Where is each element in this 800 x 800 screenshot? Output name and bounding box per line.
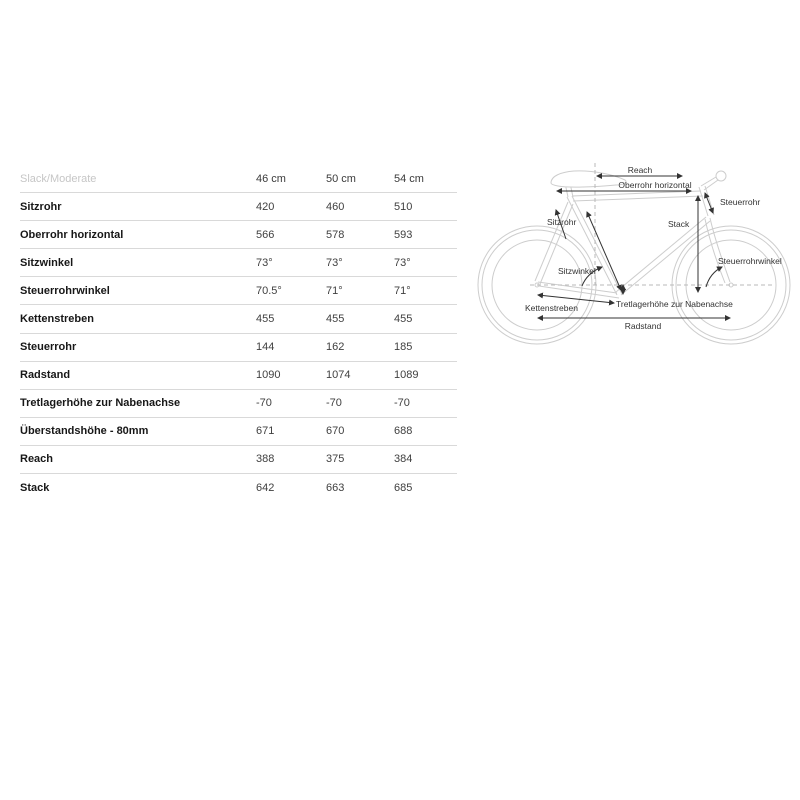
- value-cell: 460: [326, 200, 345, 213]
- row-label: Tretlagerhöhe zur Nabenachse: [20, 397, 181, 410]
- value-cell: 671: [256, 425, 275, 438]
- table-row: [20, 474, 457, 502]
- row-label: Kettenstreben: [20, 313, 94, 326]
- row-label: Steuerrohr: [20, 341, 77, 354]
- saddle: [551, 171, 626, 187]
- value-cell: 375: [326, 453, 345, 466]
- value-cell: 663: [326, 482, 345, 495]
- diagram-label-sitzrohr: Sitzrohr: [547, 217, 577, 227]
- value-cell: 685: [394, 482, 413, 495]
- table-row: [20, 193, 457, 221]
- value-cell: 455: [326, 313, 345, 326]
- diagram-label-sitzwinkel: Sitzwinkel: [558, 266, 596, 276]
- value-cell: 70.5°: [256, 284, 282, 297]
- column-header-50cm: 50 cm: [326, 172, 356, 185]
- column-header-54cm: 54 cm: [394, 172, 424, 185]
- column-header-46cm: 46 cm: [256, 172, 286, 185]
- handlebar: [701, 171, 726, 190]
- value-cell: -70: [394, 397, 410, 410]
- seat-axis-arrow: [587, 212, 621, 290]
- bike-diagram-svg: [475, 155, 800, 355]
- value-cell: 73°: [394, 256, 411, 269]
- value-cell: 578: [326, 228, 345, 241]
- table-row: [20, 305, 457, 333]
- value-cell: -70: [256, 397, 272, 410]
- value-cell: 73°: [326, 256, 343, 269]
- diagram-label-stack: Stack: [668, 219, 690, 229]
- value-cell: 73°: [256, 256, 273, 269]
- diagram-label-steuerrohrwinkel: Steuerrohrwinkel: [718, 256, 782, 266]
- row-label: Überstandshöhe - 80mm: [20, 425, 149, 438]
- table-row: [20, 249, 457, 277]
- value-cell: 688: [394, 425, 413, 438]
- value-cell: 510: [394, 200, 413, 213]
- table-row: [20, 446, 457, 474]
- bike-frame: [535, 183, 730, 298]
- table-row: [20, 418, 457, 446]
- table-row: [20, 277, 457, 305]
- row-label: Oberrohr horizontal: [20, 228, 124, 241]
- geometry-table: [20, 165, 457, 502]
- value-cell: 162: [326, 341, 345, 354]
- value-cell: 185: [394, 341, 413, 354]
- value-cell: 420: [256, 200, 275, 213]
- value-cell: 388: [256, 453, 275, 466]
- table-row: [20, 221, 457, 249]
- table-row: [20, 334, 457, 362]
- front-wheel: [672, 226, 790, 344]
- value-cell: 593: [394, 228, 413, 241]
- kettenstreben-arrow: [538, 295, 614, 303]
- bike-geometry-diagram: [475, 155, 800, 355]
- value-cell: 566: [256, 228, 275, 241]
- table-row: [20, 362, 457, 390]
- table-row: [20, 390, 457, 418]
- value-cell: 1089: [394, 369, 419, 382]
- row-label: Sitzwinkel: [20, 256, 74, 269]
- table-header-row: [20, 165, 457, 193]
- value-cell: 384: [394, 453, 413, 466]
- value-cell: 1074: [326, 369, 351, 382]
- value-cell: -70: [326, 397, 342, 410]
- value-cell: 455: [256, 313, 275, 326]
- value-cell: 1090: [256, 369, 281, 382]
- table-title: Slack/Moderate: [20, 172, 97, 185]
- value-cell: 455: [394, 313, 413, 326]
- row-label: Steuerrohrwinkel: [20, 284, 110, 297]
- diagram-label-kettenstreben: Kettenstreben: [525, 303, 578, 313]
- value-cell: 670: [326, 425, 345, 438]
- value-cell: 642: [256, 482, 275, 495]
- row-label: Reach: [20, 453, 54, 466]
- diagram-label-oberrohr: Oberrohr horizontal: [618, 180, 692, 190]
- row-label: Sitzrohr: [20, 200, 62, 213]
- value-cell: 71°: [326, 284, 343, 297]
- diagram-label-tretlagerhoehe: Tretlagerhöhe zur Nabenachse: [616, 299, 733, 309]
- diagram-label-radstand: Radstand: [624, 321, 662, 331]
- value-cell: 144: [256, 341, 275, 354]
- diagram-label-steuerrohr: Steuerrohr: [720, 197, 761, 207]
- diagram-label-reach: Reach: [627, 165, 653, 175]
- value-cell: 71°: [394, 284, 411, 297]
- row-label: Stack: [20, 482, 50, 495]
- row-label: Radstand: [20, 369, 71, 382]
